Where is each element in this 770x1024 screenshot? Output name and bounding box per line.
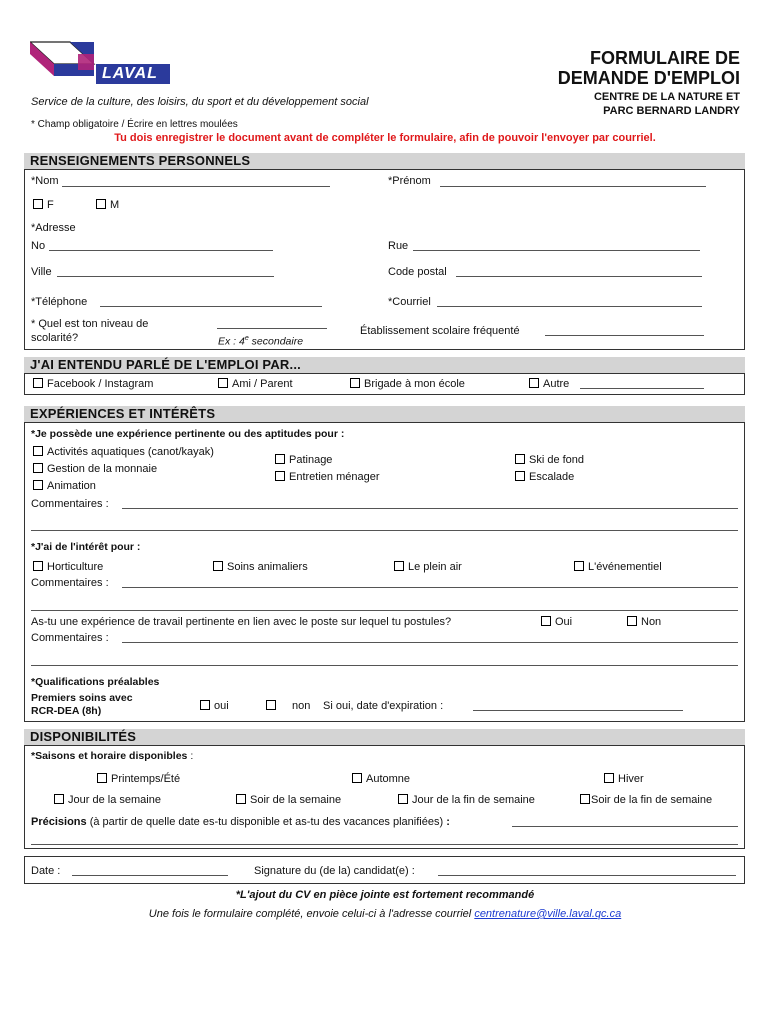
exp-patinage[interactable]: [275, 454, 332, 466]
interest-question: *J'ai de l'intérêt pour :: [31, 541, 141, 553]
season-label: Automne: [366, 773, 411, 785]
exp-label: Activités aquatiques (canot/kayak): [47, 446, 214, 458]
code-postal-field[interactable]: [456, 276, 702, 277]
time-label: Soir de la fin de semaine: [591, 794, 713, 806]
checkbox[interactable]: [350, 378, 360, 388]
exp-monnaie[interactable]: [33, 463, 157, 475]
scolarite-field[interactable]: [217, 328, 327, 329]
checkbox[interactable]: [275, 471, 285, 481]
exp-label: Entretien ménager: [289, 471, 380, 483]
exp-ski[interactable]: [515, 454, 584, 466]
section-heard-heading: J'AI ENTENDU PARLÉ DE L'EMPLOI PAR...: [24, 357, 745, 373]
scolarite-example: Ex : 4e secondaire: [218, 335, 304, 348]
interest-label: L'événementiel: [588, 561, 662, 573]
availability-question: [31, 750, 193, 762]
checkbox[interactable]: [515, 454, 525, 464]
exp-animation[interactable]: [33, 480, 96, 492]
heard-option-autre[interactable]: [529, 378, 569, 390]
comments-field-3b[interactable]: [31, 665, 738, 666]
courriel-label: *Courriel: [388, 296, 431, 308]
nom-field[interactable]: [62, 186, 330, 187]
comments-label-1: Commentaires :: [31, 498, 109, 510]
form-title-line2: DEMANDE D'EMPLOI: [557, 68, 740, 88]
checkbox[interactable]: [33, 446, 43, 456]
checkbox[interactable]: [604, 773, 614, 783]
interest-horticulture[interactable]: [33, 561, 103, 573]
checkbox[interactable]: [33, 378, 43, 388]
checkbox[interactable]: [33, 463, 43, 473]
checkbox[interactable]: [352, 773, 362, 783]
telephone-field[interactable]: [100, 306, 322, 307]
checkbox[interactable]: [515, 471, 525, 481]
oui-label: Oui: [555, 616, 573, 628]
center-name-line2: PARC BERNARD LANDRY: [603, 105, 740, 117]
nom-label: *Nom: [31, 175, 59, 187]
checkbox[interactable]: [266, 700, 276, 710]
non-label: non: [292, 700, 311, 712]
checkbox[interactable]: [394, 561, 404, 571]
expiration-label: Si oui, date d'expiration :: [323, 700, 444, 712]
qualifications-label: *Qualifications préalables: [31, 676, 160, 688]
exp-label: Animation: [47, 480, 96, 492]
precisions-colon: :: [446, 816, 450, 828]
precisions-field-b[interactable]: [31, 844, 738, 845]
checkbox[interactable]: [33, 480, 43, 490]
oui-label: oui: [214, 700, 229, 712]
comments-field-2[interactable]: [122, 587, 738, 588]
comments-field-2b[interactable]: [31, 610, 738, 611]
no-field[interactable]: [49, 250, 273, 251]
date-field[interactable]: [72, 875, 228, 876]
comments-field-1b[interactable]: [31, 530, 738, 531]
precisions-field[interactable]: [512, 826, 738, 827]
send-note: [0, 908, 770, 920]
scolarite-label-line1: * Quel est ton niveau de: [31, 318, 149, 330]
precisions-rest: (à partir de quelle date es-tu disponible et as-tu des vacances planifiées): [89, 816, 444, 828]
comments-field-1[interactable]: [122, 508, 738, 509]
section-availability-heading: DISPONIBILITÉS: [24, 729, 745, 745]
heard-option-label: Facebook / Instagram: [47, 378, 154, 390]
checkbox[interactable]: [580, 794, 590, 804]
sex-m-label: M: [110, 199, 120, 211]
interest-label: Soins animaliers: [227, 561, 308, 573]
laval-logo: [30, 40, 172, 90]
no-label: No: [31, 240, 46, 252]
interest-plein-air[interactable]: [394, 561, 462, 573]
heard-option-ami[interactable]: [218, 378, 293, 390]
section-experience-heading: EXPÉRIENCES ET INTÉRÊTS: [24, 406, 745, 422]
checkbox[interactable]: [541, 616, 551, 626]
comments-label-2: Commentaires :: [31, 577, 109, 589]
comments-field-3[interactable]: [122, 642, 738, 643]
exp-escalade[interactable]: [515, 471, 574, 483]
checkbox[interactable]: [96, 199, 106, 209]
exp-entretien[interactable]: [275, 471, 380, 483]
time-jour-semaine[interactable]: [54, 794, 161, 806]
exp-label: Escalade: [529, 471, 575, 483]
save-warning: Tu dois enregistrer le document avant de compléter le formulaire, afin de pouvoir l'envoyer par courriel.: [114, 132, 656, 144]
adresse-label: *Adresse: [31, 222, 76, 234]
autre-field[interactable]: [580, 388, 704, 389]
form-title-line1: FORMULAIRE DE: [590, 48, 740, 68]
season-printemps[interactable]: [97, 773, 180, 785]
prenom-field[interactable]: [440, 186, 706, 187]
interest-label: Le plein air: [408, 561, 462, 573]
service-name: Service de la culture, des loisirs, du sport et du développement social: [31, 96, 369, 108]
time-soir-semaine[interactable]: [236, 794, 341, 806]
heard-option-facebook[interactable]: [33, 378, 153, 390]
telephone-label: *Téléphone: [31, 296, 88, 308]
checkbox[interactable]: [200, 700, 210, 710]
precisions-bold: Précisions: [31, 816, 87, 828]
season-label: Hiver: [618, 773, 644, 785]
work-exp-oui[interactable]: [541, 616, 572, 628]
interest-label: Horticulture: [47, 561, 104, 573]
exp-aquatiques[interactable]: [33, 446, 214, 458]
checkbox[interactable]: [33, 199, 43, 209]
ville-field[interactable]: [57, 276, 274, 277]
rue-field[interactable]: [413, 250, 700, 251]
first-aid-non[interactable]: [266, 700, 310, 712]
etablissement-label: Établissement scolaire fréquenté: [360, 325, 520, 337]
sex-f-option[interactable]: [33, 199, 54, 211]
heard-option-brigade[interactable]: [350, 378, 465, 390]
time-label: Jour de la semaine: [68, 794, 161, 806]
interest-soins[interactable]: [213, 561, 308, 573]
checkbox[interactable]: [574, 561, 584, 571]
checkbox[interactable]: [97, 773, 107, 783]
signature-label: Signature du (de la) candidat(e) :: [254, 865, 415, 877]
checkbox[interactable]: [236, 794, 246, 804]
required-note: * Champ obligatoire / Écrire en lettres moulées: [31, 119, 238, 130]
checkbox[interactable]: [218, 378, 228, 388]
send-note-text: Une fois le formulaire complété, envoie celui-ci à l'adresse courriel: [148, 908, 472, 920]
center-name-line1: CENTRE DE LA NATURE ET: [593, 91, 740, 103]
season-hiver[interactable]: [604, 773, 644, 785]
sex-f-label: F: [47, 199, 54, 211]
time-label: Soir de la semaine: [250, 794, 342, 806]
sex-m-option[interactable]: [96, 199, 119, 211]
first-aid-oui[interactable]: [200, 700, 229, 712]
checkbox[interactable]: [627, 616, 637, 626]
season-automne[interactable]: [352, 773, 410, 785]
availability-question-colon: :: [190, 750, 194, 762]
time-soir-fin-semaine[interactable]: [580, 794, 712, 806]
exp-label: Ski de fond: [529, 454, 585, 466]
checkbox[interactable]: [54, 794, 64, 804]
checkbox[interactable]: [275, 454, 285, 464]
experience-question: *Je possède une expérience pertinente ou des aptitudes pour :: [31, 428, 345, 440]
email-link[interactable]: centrenature@ville.laval.qc.ca: [474, 908, 622, 920]
interest-evenementiel[interactable]: [574, 561, 662, 573]
section-personal-heading: RENSEIGNEMENTS PERSONNELS: [24, 153, 745, 169]
heard-option-label: Autre: [543, 378, 570, 390]
exp-label: Gestion de la monnaie: [47, 463, 158, 475]
rue-label: Rue: [388, 240, 409, 252]
checkbox[interactable]: [213, 561, 223, 571]
non-label: Non: [641, 616, 662, 628]
scolarite-label-line2: scolarité?: [31, 332, 79, 344]
expiration-field[interactable]: [473, 710, 683, 711]
heard-option-label: Brigade à mon école: [364, 378, 465, 390]
first-aid-label-line2: RCR-DEA (8h): [31, 705, 102, 717]
checkbox[interactable]: [33, 561, 43, 571]
heard-option-label: Ami / Parent: [232, 378, 293, 390]
exp-label: Patinage: [289, 454, 333, 466]
season-label: Printemps/Été: [111, 773, 181, 785]
signature-field[interactable]: [438, 875, 736, 876]
first-aid-label-line1: Premiers soins avec: [31, 692, 133, 704]
availability-question-text: *Saisons et horaire disponibles: [31, 750, 188, 762]
checkbox[interactable]: [529, 378, 539, 388]
time-jour-fin-semaine[interactable]: [398, 794, 535, 806]
comments-label-3: Commentaires :: [31, 632, 109, 644]
work-exp-non[interactable]: [627, 616, 661, 628]
ville-label: Ville: [31, 266, 52, 278]
time-label: Jour de la fin de semaine: [412, 794, 535, 806]
prenom-label: *Prénom: [388, 175, 431, 187]
date-label: Date :: [31, 865, 61, 877]
logo-text: LAVAL: [102, 65, 158, 82]
courriel-field[interactable]: [437, 306, 702, 307]
checkbox[interactable]: [398, 794, 408, 804]
code-postal-label: Code postal: [388, 266, 447, 278]
etablissement-field[interactable]: [545, 335, 704, 336]
cv-note: *L'ajout du CV en pièce jointe est fortement recommandé: [235, 889, 535, 901]
precisions-label: [31, 816, 450, 828]
work-experience-question: As-tu une expérience de travail pertinente en lien avec le poste sur lequel tu postules?: [31, 616, 452, 628]
